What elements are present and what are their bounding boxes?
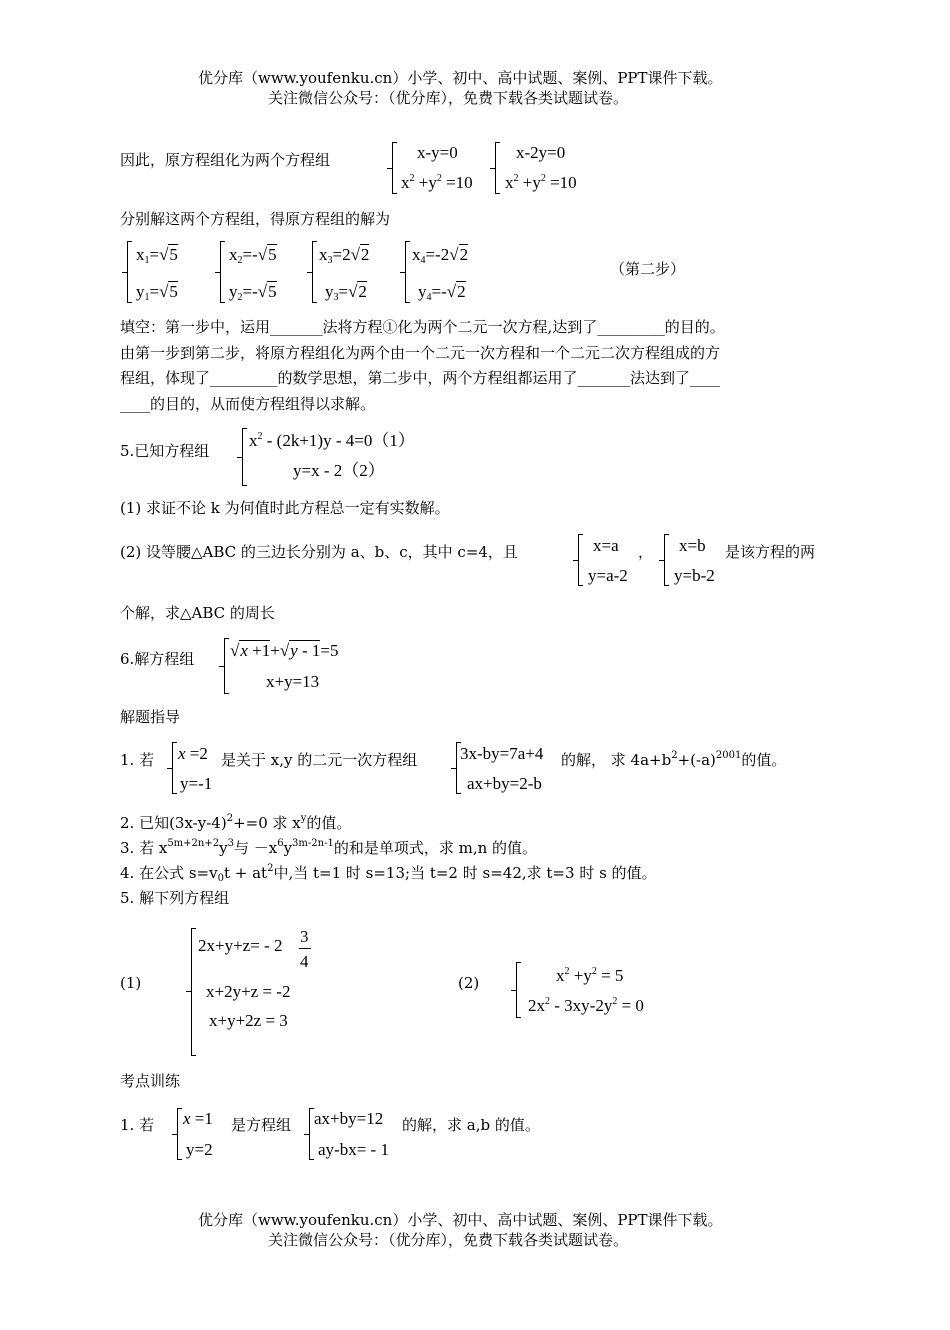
training-1-sys2-eq1: ax+by=12 [314, 1109, 384, 1128]
footer-line-1: 优分库（www.youfenku.cn）小学、初中、高中试题、案例、PPT课件下载。 [198, 1211, 723, 1229]
sys1-frac-den: 4 [300, 952, 309, 971]
sys-a-eq1: x-y=0 [417, 143, 458, 162]
sys1-eq2: x+2y+z = -2 [206, 982, 291, 1001]
solution-3-y: $y_3=√2$ [325, 282, 367, 303]
training-1-b: 是方程组 [231, 1116, 292, 1134]
brace-sys-b [495, 142, 496, 194]
guide-1-a: 1. 若 [120, 751, 155, 769]
sys-b-eq2: $x^2 +y^2 =10$ [505, 173, 577, 192]
q6-label: 6.解方程组 [120, 650, 195, 668]
q5-eq1: $x^2 - (2k+1)y - 4=0(1)$ [249, 431, 415, 450]
sys1-label: (1) [120, 974, 142, 992]
step-2-label: （第二步） [610, 260, 686, 278]
fill-blank-line-4: ____的目的，从而使方程组得以求解。 [120, 395, 376, 413]
training-title: 考点训练 [120, 1072, 181, 1090]
sys1-eq3: x+y+2z = 3 [209, 1011, 288, 1030]
solve-text: 分别解这两个方程组，得原方程组的解为 [120, 210, 391, 228]
solution-1-y: $y_1=√5$ [136, 282, 178, 303]
training-1-a: 1. 若 [120, 1116, 155, 1134]
guide-2: 2. 已知$(3x-y-4)^2+=0$ 求 $x^y$的值。 [120, 813, 352, 832]
q5-sys1-eq2: y=a-2 [588, 566, 628, 585]
training-1-sys1-eq2: y=2 [186, 1140, 213, 1159]
training-1-sys1-eq1: x =1 [183, 1109, 213, 1128]
solution-3-x: $x_3=2√2$ [319, 245, 370, 266]
guide-1-sys2-eq2: ax+by=2-b [467, 774, 542, 793]
fill-blank-line-3: 程组，体现了_________的数学思想，第二步中，两个方程组都运用了_______法达到了____ [120, 369, 721, 387]
training-1-sys2-eq2: ay-bx= - 1 [318, 1140, 389, 1159]
solution-2-y: $y_2=-√5$ [229, 282, 277, 303]
guide-title: 解题指导 [120, 708, 181, 726]
guide-5: 5. 解下列方程组 [120, 889, 230, 907]
header-line-2: 关注微信公众号：（优分库），免费下载各类试题试卷。 [268, 89, 629, 107]
sys2-eq2: $2x^2 - 3xy-2y^2 = 0$ [528, 996, 644, 1015]
sys2-eq1: $x^2 +y^2 = 5$ [556, 966, 624, 985]
q5-part-1: (1) 求证不论 k 为何值时此方程总一定有实数解。 [120, 499, 450, 517]
header-line-1: 优分库（www.youfenku.cn）小学、初中、高中试题、案例、PPT课件下载。 [198, 69, 723, 87]
solution-4-x: $x_4=-2√2$ [412, 245, 469, 266]
q5-sys2-eq1: x=b [679, 536, 706, 555]
q5-comma: ， [638, 543, 654, 561]
solution-1-x: $x_1=√5$ [136, 245, 178, 266]
guide-1-sys1-eq1: x =2 [178, 744, 208, 763]
guide-1-sys1-eq2: y=-1 [180, 774, 213, 793]
sys-a-eq2: $x^2 +y^2 =10$ [401, 173, 473, 192]
guide-1-b: 是关于 x,y 的二元一次方程组 [221, 751, 418, 769]
guide-1-sys2-eq1: 3x-by=7a+4 [460, 744, 544, 763]
q6-eq1: √x +1+√y - 1=5 [230, 641, 339, 660]
brace-sys-a [392, 142, 393, 194]
q5-eq2: y=x - 2（2） [293, 461, 385, 480]
footer-line-2: 关注微信公众号：（优分库），免费下载各类试题试卷。 [268, 1231, 629, 1249]
q6-eq2: x+y=13 [266, 672, 320, 691]
training-1-c: 的解，求 a,b 的值。 [402, 1116, 540, 1134]
q5-part-2-c: 个解，求△ABC 的周长 [120, 604, 275, 622]
sys-b-eq1: x-2y=0 [516, 143, 566, 162]
q5-sys1-eq1: x=a [593, 536, 619, 555]
fill-blank-line-1: 填空：第一步中，运用_______法将方程①化为两个二元一次方程,达到了_________的目的。 [120, 318, 725, 336]
therefore-text: 因此，原方程组化为两个方程组 [120, 151, 331, 169]
fill-blank-line-2: 由第一步到第二步，将原方程组化为两个由一个二元一次方程和一个二元二次方程组成的方 [120, 344, 721, 362]
guide-3: 3. 若 $x^{5m+2n+2}y^3$与 $-x^6y^{3m-2n-1}$的和是单项式，求 m,n 的值。 [120, 838, 538, 857]
sys1-eq1: 2x+y+z= - 2 [198, 936, 283, 955]
q5-part-2-a: (2) 设等腰△ABC 的三边长分别为 a、b、c，其中 c=4，且 [120, 543, 518, 561]
q5-part-2-b: 是该方程的两 [725, 543, 816, 561]
sys2-label: (2) [458, 974, 480, 992]
solution-4-y: $y_4=-√2$ [418, 282, 466, 303]
q5-sys2-eq2: y=b-2 [674, 566, 715, 585]
solution-2-x: $x_2=-√5$ [229, 245, 277, 266]
sys1-frac-num: 3 [300, 927, 309, 946]
q5-label: 5.已知方程组 [120, 442, 210, 460]
guide-1-c: 的解， 求 $4a+b^2+(-a)^{2001}$的值。 [561, 750, 787, 769]
guide-4: 4. 在公式 $s=v_0t + at^2$中,当 t=1 时 s=13;当 t=2 时 s=42,求 t=3 时 s 的值。 [120, 863, 657, 884]
